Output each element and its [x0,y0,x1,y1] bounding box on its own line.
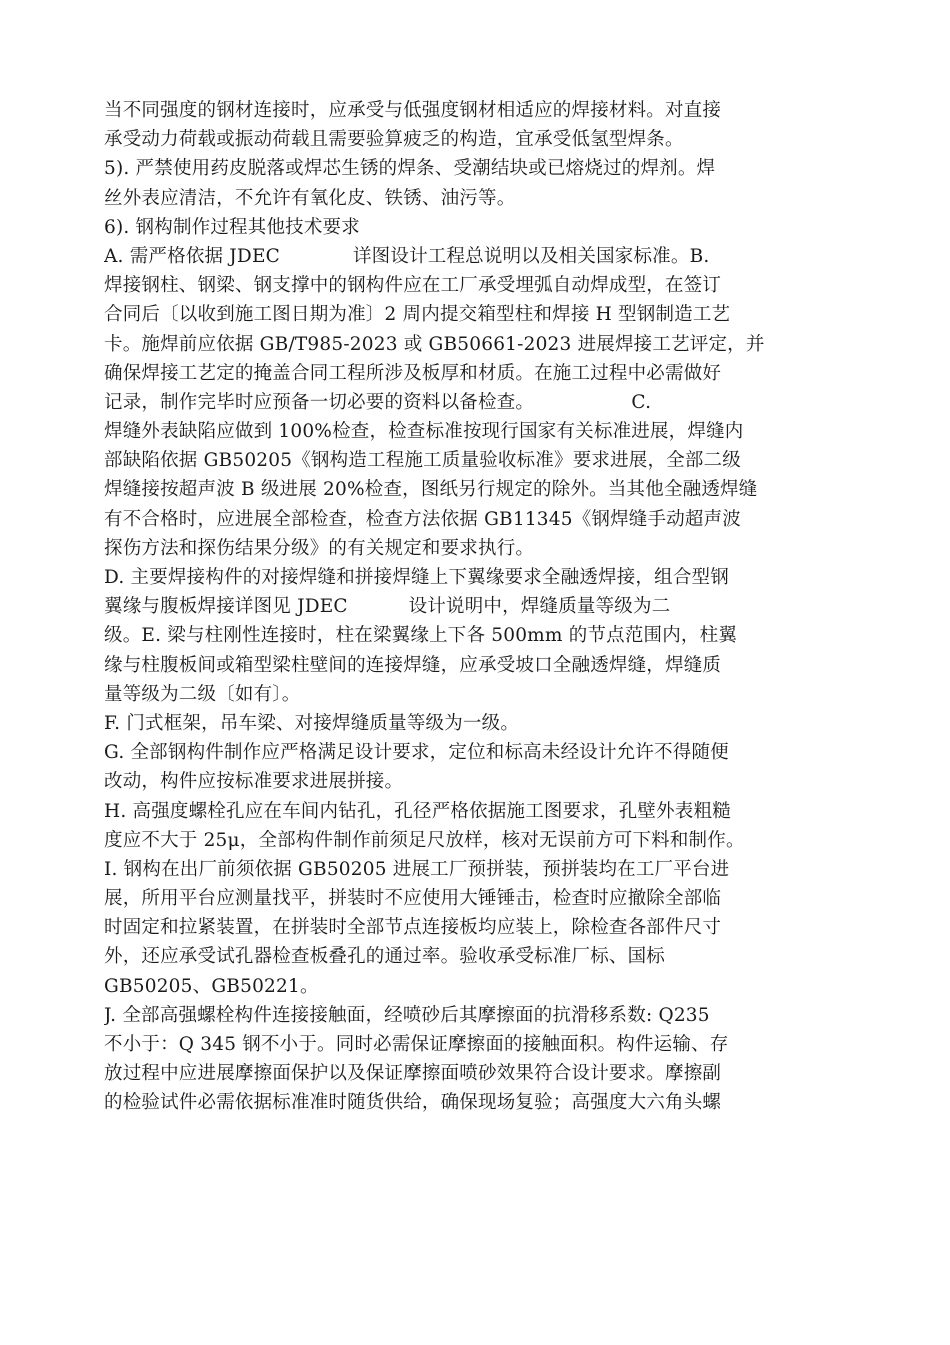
text-line-29: 时固定和拉紧装置，在拼装时全部节点连接板均应装上，除检查各部件尺寸 [104,917,722,939]
text-line-32: J. 全部高强螺栓构件连接接触面，经喷砂后其摩擦面的抗滑移系数: Q235 [104,1004,710,1026]
text-line-10: 确保焊接工艺定的掩盖合同工程所涉及板厚和材质。在施工过程中必需做好 [104,362,722,384]
text-line-16: 探伤方法和探伤结果分级》的有关规定和要求执行。 [104,537,535,559]
text-line-26: 度应不大于 25μ，全部构件制作前须足尺放样，核对无误前方可下料和制作。 [104,829,745,851]
text-line-7: 焊接钢柱、钢梁、钢支撑中的钢构件应在工厂承受埋弧自动焊成型，在签订 [104,275,722,297]
text-line-35: 的检验试件必需依据标准准时随货供给，确保现场复验；高强度大六角头螺 [104,1092,722,1114]
text-line-31: GB50205、GB50221。 [104,975,319,997]
text-line-12: 焊缝外表缺陷应做到 100%检查，检查标准按现行国家有关标准进展，焊缝内 [104,421,744,443]
text-line-2: 承受动力荷载或振动荷载且需要验算疲乏的构造，宜承受低氢型焊条。 [104,129,684,151]
text-line-17: D. 主要焊接构件的对接焊缝和拼接焊缝上下翼缘要求全融透焊接，组合型钢 [104,567,729,588]
text-line-18: 翼缘与腹板焊接详图见 JDEC 设计说明中，焊缝质量等级为二 [104,596,671,618]
text-line-20: 缘与柱腹板间或箱型梁柱壁间的连接焊缝，应承受坡口全融透焊缝，焊缝质 [104,654,722,676]
text-line-28: 展，所用平台应测量找平，拼装时不应使用大锤锤击，检查时应撤除全部临 [104,888,722,910]
text-line-6: A. 需严格依据 JDEC 详图设计工程总说明以及相关国家标准。B. [104,245,710,267]
text-line-27: I. 钢构在出厂前须依据 GB50205 进展工厂预拼装，预拼装均在工厂平台进 [104,858,730,880]
text-line-23: G. 全部钢构件制作应严格满足设计要求，定位和标高未经设计允许不得随便 [104,742,729,764]
text-line-24: 改动，构件应按标准要求进展拼接。 [104,771,404,793]
text-line-13: 部缺陷依据 GB50205《钢构造工程施工质量验收标准》要求进展，全部二级 [104,450,742,472]
text-line-25: H. 高强度螺栓孔应在车间内钻孔，孔径严格依据施工图要求，孔壁外表粗糙 [104,800,731,822]
text-line-33: 不小于：Q 345 钢不小于。同时必需保证摩擦面的接触面积。构件运输、存 [104,1034,729,1055]
text-line-9: 卡。施焊前应依据 GB/T985-2023 或 GB50661-2023 进展焊接工艺评定，并 [104,333,765,355]
text-line-8: 合同后〔以收到施工图日期为准〕2 周内提交箱型柱和焊接 H 型钢制造工艺 [104,304,731,326]
text-line-15: 有不合格时，应进展全部检查，检查方法依据 GB11345《钢焊缝手动超声波 [104,508,742,530]
text-line-5: 6). 钢构制作过程其他技术要求 [104,216,360,238]
text-line-21: 量等级为二级〔如有〕。 [104,683,301,705]
text-line-3: 5). 严禁使用药皮脱落或焊芯生锈的焊条、受潮结块或已熔烧过的焊剂。焊 [104,158,716,180]
text-line-19: 级。E. 梁与柱刚性连接时，柱在梁翼缘上下各 500mm 的节点范围内，柱翼 [104,625,738,647]
text-line-1: 当不同强度的钢材连接时，应承受与低强度钢材相适应的焊接材料。对直接 [104,100,722,121]
text-line-34: 放过程中应进展摩擦面保护以及保证摩擦面喷砂效果符合设计要求。摩擦副 [104,1063,722,1085]
body-text [104,96,864,1118]
text-line-4: 丝外表应清洁，不允许有氧化皮、铁锈、油污等。 [104,187,516,209]
text-line-30: 外，还应承受试孔器检查板叠孔的通过率。验收承受标准厂标、国标 [104,946,666,968]
text-line-22: F. 门式框架，吊车梁、对接焊缝质量等级为一级。 [104,712,520,734]
text-line-11: 记录，制作完毕时应预备一切必要的资料以备检查。 C. [104,391,652,413]
text-line-14: 焊缝接按超声波 B 级进展 20%检查，图纸另行规定的除外。当其他全融透焊缝 [104,479,758,501]
